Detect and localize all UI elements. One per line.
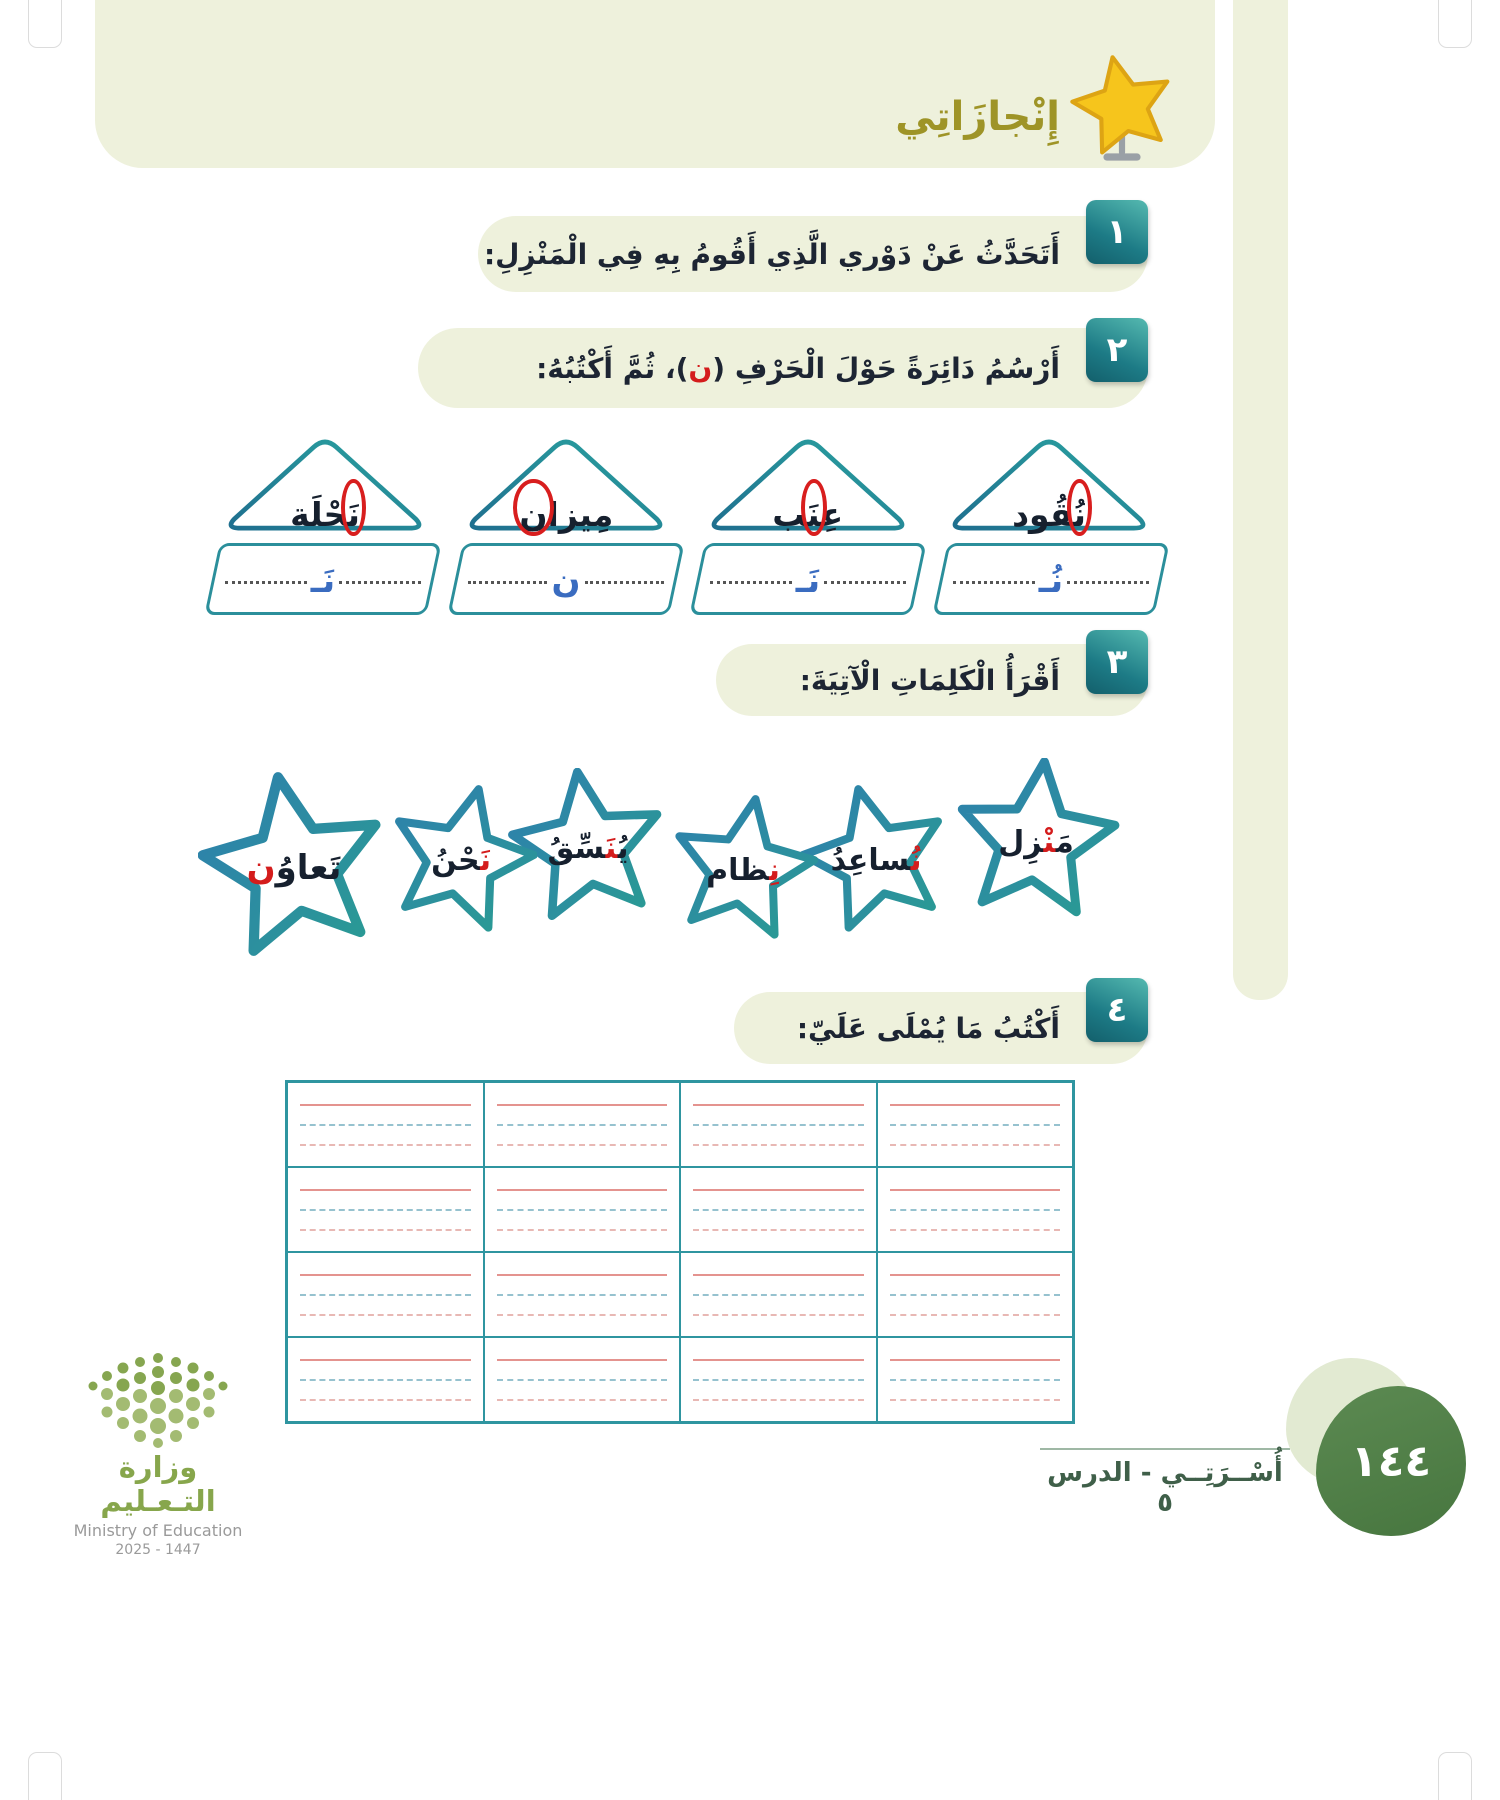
exercise-4-number-badge <box>1086 978 1148 1042</box>
writing-line <box>300 1399 471 1401</box>
writing-line <box>497 1144 668 1146</box>
dictation-cell <box>287 1167 484 1252</box>
trace-letter: نَـ <box>310 561 336 601</box>
dictation-cell <box>680 1337 877 1422</box>
writing-line <box>497 1359 668 1361</box>
writing-line <box>300 1379 471 1381</box>
writing-parallelogram <box>690 543 927 615</box>
exercise-4-text: أَكْتُبُ مَا يُمْلَى عَلَيّ: <box>796 1011 1060 1045</box>
badge-numeral: ١ <box>1106 212 1128 252</box>
red-circle-annotation: ‍نَ‍ <box>807 495 821 534</box>
red-circle-annotation: نَ‍ <box>347 495 360 534</box>
writing-line <box>890 1124 1061 1126</box>
dictation-table <box>285 1080 1075 1424</box>
star-word-card <box>952 758 1120 926</box>
star-word-card <box>668 795 818 945</box>
writing-line <box>890 1294 1061 1296</box>
writing-line <box>693 1104 864 1106</box>
writing-line <box>497 1229 668 1231</box>
red-noon: نُ‍ <box>910 842 922 878</box>
corner-mark <box>28 0 62 48</box>
writing-line <box>890 1104 1061 1106</box>
writing-line <box>300 1229 471 1231</box>
star-word-card <box>385 784 537 936</box>
triangle-word: نَ‍‍حْلَة <box>290 495 360 534</box>
dotted-line <box>468 581 547 584</box>
red-noon: ن <box>246 848 276 888</box>
writing-line <box>890 1359 1061 1361</box>
right-cream-strip <box>1233 0 1288 1000</box>
writing-line <box>300 1314 471 1316</box>
star-word: تَعاوُ ن <box>246 848 342 888</box>
writing-line <box>890 1229 1061 1231</box>
footer-lesson-label: أُسْــرَتِــي - الدرس ٥ <box>1047 1458 1283 1518</box>
dictation-cell <box>680 1082 877 1167</box>
exercise-1-prompt <box>478 216 1148 292</box>
star-word: يُ‍ ‍نَ‍ ‍سِّقُ <box>547 830 629 866</box>
dictation-cell <box>287 1337 484 1422</box>
writing-line <box>300 1209 471 1211</box>
page-number: ١٤٤ <box>1350 1435 1432 1487</box>
dictation-cell <box>287 1082 484 1167</box>
red-noon: ‍نَ‍ <box>605 830 618 866</box>
writing-parallelogram <box>932 543 1169 615</box>
dictation-cell <box>484 1337 681 1422</box>
writing-line <box>890 1399 1061 1401</box>
dotted-line <box>710 581 792 584</box>
writing-line <box>300 1359 471 1361</box>
writing-line <box>497 1104 668 1106</box>
corner-mark <box>28 1752 62 1800</box>
writing-line <box>890 1209 1061 1211</box>
writing-line <box>693 1144 864 1146</box>
trace-letter: نُـ <box>1038 561 1064 601</box>
red-noon: نِ‍ <box>768 852 780 888</box>
star-word: نُ‍ ‍ساعِدُ <box>830 842 922 878</box>
dotted-line <box>953 581 1035 584</box>
red-circle-annotation: ن <box>519 495 548 534</box>
writing-line <box>693 1379 864 1381</box>
trace-letter: نَـ <box>796 561 821 601</box>
star-trophy-icon <box>1060 48 1184 172</box>
star-word: مَ‍ ‍نْ‍ ‍زِل <box>998 824 1074 860</box>
dictation-cell <box>484 1082 681 1167</box>
writing-line <box>693 1399 864 1401</box>
writing-line <box>890 1144 1061 1146</box>
writing-line <box>890 1274 1061 1276</box>
star-word-card <box>800 784 952 936</box>
badge-numeral: ٣ <box>1106 642 1128 682</box>
red-noon: نَ‍ <box>479 842 491 878</box>
writing-line <box>300 1104 471 1106</box>
writing-line <box>497 1379 668 1381</box>
triangle-word-card <box>936 424 1162 540</box>
dotted-line <box>825 581 907 584</box>
writing-parallelogram <box>447 543 684 615</box>
star-word: نِ‍ ‍ظام <box>706 852 780 888</box>
trace-letters-row <box>212 543 1162 615</box>
writing-parallelogram <box>204 543 441 615</box>
page-title: إِنْجازَاتِي <box>895 94 1060 140</box>
ministry-name-arabic: وزارة التـعـليم <box>100 1450 216 1518</box>
dictation-cell <box>877 1252 1074 1337</box>
writing-line <box>497 1189 668 1191</box>
ministry-logo-block <box>58 1348 258 1558</box>
writing-line <box>497 1314 668 1316</box>
writing-line <box>497 1294 668 1296</box>
dictation-cell <box>680 1252 877 1337</box>
dictation-cell <box>680 1167 877 1252</box>
ministry-name-english: Ministry of Education <box>73 1521 243 1540</box>
writing-line <box>693 1189 864 1191</box>
writing-line <box>693 1314 864 1316</box>
triangle-word-card <box>212 424 438 540</box>
dictation-cell <box>484 1167 681 1252</box>
corner-mark <box>1438 1752 1472 1800</box>
dictation-cell <box>877 1082 1074 1167</box>
writing-line <box>693 1274 864 1276</box>
triangle-words-row <box>212 424 1162 540</box>
exercise-1-text: أَتَحَدَّثُ عَنْ دَوْري الَّذِي أَقُومُ بِهِ فِي الْمَنْزِلِ: <box>483 237 1060 271</box>
ministry-years: 2025 - 1447 <box>115 1542 201 1558</box>
exercise-1-number-badge <box>1086 200 1148 264</box>
writing-line <box>693 1294 864 1296</box>
corner-mark <box>1438 0 1472 48</box>
red-noon: ‍نْ‍ <box>1042 824 1056 860</box>
highlighted-letter-noon: ن <box>688 351 713 385</box>
writing-line <box>300 1144 471 1146</box>
footer-rule <box>1040 1448 1290 1450</box>
writing-line <box>497 1124 668 1126</box>
dictation-cell <box>484 1252 681 1337</box>
dotted-line <box>584 581 663 584</box>
triangle-word-card <box>695 424 921 540</box>
exercise-2-text: أَرْسُمُ دَائِرَةً حَوْلَ الْحَرْفِ (ن)، ثُمَّ أَكْتُبُهُ: <box>536 351 1060 385</box>
writing-line <box>693 1209 864 1211</box>
dictation-cell <box>287 1252 484 1337</box>
trace-letter: ن <box>551 561 581 601</box>
badge-numeral: ٢ <box>1106 330 1128 370</box>
exercise-2-number-badge <box>1086 318 1148 382</box>
writing-line <box>693 1124 864 1126</box>
dotted-line <box>339 581 421 584</box>
writing-line <box>300 1274 471 1276</box>
dictation-cell <box>877 1337 1074 1422</box>
writing-line <box>300 1189 471 1191</box>
top-cream-band <box>95 0 1215 168</box>
exercise-3-number-badge <box>1086 630 1148 694</box>
exercise-2-prompt <box>418 328 1148 408</box>
triangle-word: عِ‍‍نَ‍‍ب <box>772 495 844 534</box>
triangle-word: مِيزان <box>519 495 614 534</box>
red-circle-annotation: نُ‍ <box>1073 495 1086 534</box>
exercise-3-prompt <box>716 644 1148 716</box>
triangle-word: نُ‍‍قُود <box>1012 495 1086 534</box>
writing-line <box>300 1124 471 1126</box>
writing-line <box>497 1209 668 1211</box>
writing-line <box>497 1399 668 1401</box>
writing-line <box>693 1229 864 1231</box>
star-word: نَ‍ ‍حْنُ <box>431 842 491 878</box>
writing-line <box>890 1314 1061 1316</box>
writing-line <box>890 1189 1061 1191</box>
star-word-card <box>198 772 390 964</box>
writing-line <box>693 1359 864 1361</box>
triangle-word-card <box>453 424 679 540</box>
writing-line <box>497 1274 668 1276</box>
dotted-line <box>1067 581 1149 584</box>
badge-numeral: ٤ <box>1106 990 1128 1030</box>
dotted-line <box>225 581 307 584</box>
writing-line <box>890 1379 1061 1381</box>
writing-line <box>300 1294 471 1296</box>
ministry-logo-dots <box>63 1348 253 1448</box>
exercise-3-text: أَقْرَأُ الْكَلِمَاتِ الْآتِيَةَ: <box>799 663 1060 697</box>
dictation-cell <box>877 1167 1074 1252</box>
